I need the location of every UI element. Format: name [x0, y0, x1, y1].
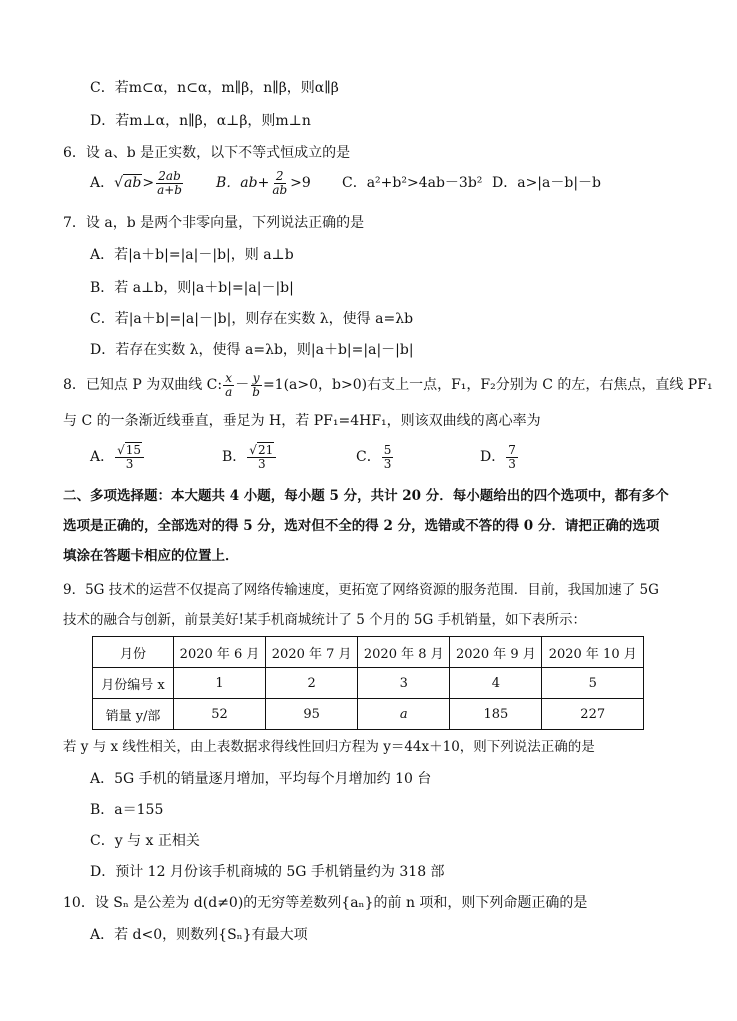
q7-option-d: D．若存在实数 λ，使得 a=λb，则|a＋b|=|a|－|b| [90, 342, 414, 358]
q7-option-a: A．若|a＋b|=|a|－|b|，则 a⊥b [90, 247, 294, 263]
q10-stem: 10．设 Sₙ 是公差为 d(d≠0)的无穷等差数列{aₙ}的前 n 项和，则下列命题正确的是 [63, 895, 588, 911]
q10-option-a: A．若 d<0，则数列{Sₙ}有最大项 [90, 927, 308, 943]
q9-option-b: B．a＝155 [90, 802, 164, 818]
q9-after-table: 若 y 与 x 线性相关，由上表数据求得线性回归方程为 y＝44x＋10，则下列说法正确的是 [63, 739, 595, 755]
table-cell: 2 [266, 668, 358, 699]
q7-option-c: C．若|a＋b|=|a|－|b|，则存在实数 λ，使得 a=λb [90, 311, 414, 327]
table-row [93, 637, 644, 668]
q6-stem: 6．设 a、b 是正实数，以下不等式恒成立的是 [63, 145, 351, 161]
q9-option-a: A．5G 手机的销量逐月增加，平均每个月增加约 10 台 [90, 771, 432, 787]
sales-table [92, 636, 644, 730]
table-cell: 2020 年 6 月 [174, 637, 266, 668]
table-cell: 3 [358, 668, 450, 699]
table-cell: 185 [450, 699, 542, 730]
section2-line3: 填涂在答题卡相应的位置上． [63, 548, 239, 564]
table-cell: 1 [174, 668, 266, 699]
q9-option-d: D．预计 12 月份该手机商城的 5G 手机销量约为 318 部 [90, 864, 445, 880]
q5-option-d: D．若m⊥α，n∥β，α⊥β，则m⊥n [90, 113, 311, 129]
section2-line1: 二、多项选择题：本大题共 4 小题，每小题 5 分，共计 20 分．每小题给出的四个选项中，都有多个 [63, 488, 669, 504]
q9-option-c: C．y 与 x 正相关 [90, 833, 200, 849]
section2-line2: 选项是正确的，全部选对的得 5 分，选对但不全的得 2 分，选错或不答的得 0 分．请把正确的选项 [63, 518, 660, 534]
q5-option-c: C．若m⊂α，n⊂α，m∥β，n∥β，则α∥β [90, 80, 339, 96]
q6-option-b: B．ab+ $\frac{2}{ab}$ >9 [216, 168, 311, 197]
table-cell: 月份 [93, 637, 174, 668]
q8-option-a: A． $\frac{√15}{3}$ [90, 440, 145, 474]
q9-line1: 9．5G 技术的运营不仅提高了网络传输速度，更拓宽了网络资源的服务范围．目前，我国加速了 5G [63, 582, 659, 598]
q7-option-b: B．若 a⊥b，则|a＋b|=|a|－|b| [90, 280, 294, 296]
table-cell: 2020 年 8 月 [358, 637, 450, 668]
q6-option-a: A．√ab> $\frac{2ab}{a+b}$ [90, 168, 182, 197]
table-cell: 月份编号 x [93, 668, 174, 699]
table-cell: 2020 年 10 月 [542, 637, 644, 668]
table-cell: 4 [450, 668, 542, 699]
q8-option-d: D． $\frac{7}{3}$ [480, 442, 516, 471]
table-cell: 5 [542, 668, 644, 699]
table-cell: 52 [174, 699, 266, 730]
table-cell: 2020 年 9 月 [450, 637, 542, 668]
table-cell: 2020 年 7 月 [266, 637, 358, 668]
table-cell: 销量 y/部 [93, 699, 174, 730]
q7-stem: 7．设 a，b 是两个非零向量，下列说法正确的是 [63, 215, 365, 231]
table-row [93, 668, 644, 699]
table-cell: a [358, 699, 450, 730]
table-cell: 227 [542, 699, 644, 730]
q8-option-b: B． $\frac{√21}{3}$ [222, 440, 277, 474]
table-row [93, 699, 644, 730]
table-cell: 95 [266, 699, 358, 730]
q8-option-c: C． $\frac{5}{3}$ [356, 442, 392, 471]
q8-stem-line2: 与 C 的一条渐近线垂直，垂足为 H，若 PF₁=4HF₁，则该双曲线的离心率为 [63, 413, 541, 429]
q6-option-c: C．a²+b²>4ab－3b² [342, 175, 483, 191]
q8-stem-line1: 8．已知点 P 为双曲线 C: $\frac{x}{a}$ － $\frac{y}{b}$ =1(a>0，b>0)右支上一点，F₁，F₂分别为 C 的左，右焦点，直线 PF₁ [63, 370, 713, 399]
q6-option-d: D．a>|a－b|－b [492, 175, 602, 191]
q9-line2: 技术的融合与创新，前景美好!某手机商城统计了 5 个月的 5G 手机销量，如下表所示： [63, 612, 587, 628]
